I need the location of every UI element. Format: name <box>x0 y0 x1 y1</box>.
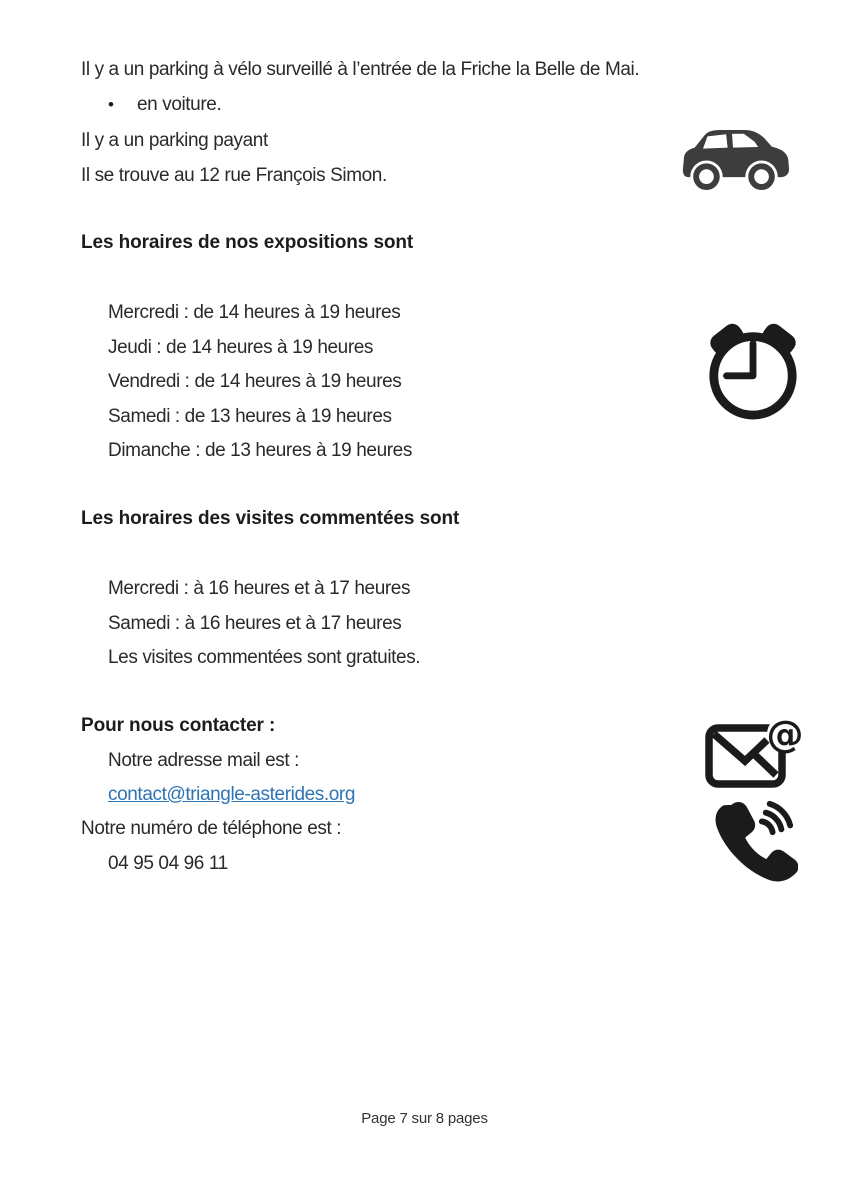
alarm-clock-icon <box>704 314 802 422</box>
bullet-icon: • <box>108 95 114 114</box>
expo-hours-line: Mercredi : de 14 heures à 19 heures <box>108 302 401 323</box>
bullet-item-label: en voiture. <box>137 94 222 115</box>
heading-expo-hours: Les horaires de nos expositions sont <box>81 232 414 253</box>
expo-hours-line: Dimanche : de 13 heures à 19 heures <box>108 440 412 461</box>
heading-visit-hours: Les horaires des visites commentées sont <box>81 508 460 529</box>
email-at-icon <box>704 712 804 792</box>
phone-waves-icon <box>710 797 798 885</box>
phone-number: 04 95 04 96 11 <box>108 853 228 874</box>
page-footer: Page 7 sur 8 pages <box>361 1110 488 1127</box>
car-icon <box>675 120 793 196</box>
visit-hours-line: Samedi : à 16 heures et à 17 heures <box>108 612 402 634</box>
expo-hours-line: Vendredi : de 14 heures à 19 heures <box>108 371 402 392</box>
expo-hours-list <box>108 296 412 469</box>
email-link[interactable]: contact@triangle-asterides.org <box>108 784 356 805</box>
visit-hours-line: Mercredi : à 16 heures et à 17 heures <box>108 578 411 599</box>
expo-hours-line: Samedi : de 13 heures à 19 heures <box>108 405 392 427</box>
visit-hours-line: Les visites commentées sont gratuites. <box>108 647 421 668</box>
bullet-item-by-car <box>108 94 221 117</box>
visit-hours-list <box>108 572 420 676</box>
paragraph-bike-parking: Il y a un parking à vélo surveillé à l’entrée de la Friche la Belle de Mai. <box>81 59 640 80</box>
heading-contact: Pour nous contacter : <box>81 715 276 736</box>
paragraph-paid-parking: Il y a un parking payant <box>81 130 268 151</box>
expo-hours-line: Jeudi : de 14 heures à 19 heures <box>108 336 374 358</box>
paragraph-parking-address: Il se trouve au 12 rue François Simon. <box>81 165 387 186</box>
email-label: Notre adresse mail est : <box>108 750 300 771</box>
at-glyph: @ <box>766 713 804 756</box>
phone-label: Notre numéro de téléphone est : <box>81 818 342 839</box>
